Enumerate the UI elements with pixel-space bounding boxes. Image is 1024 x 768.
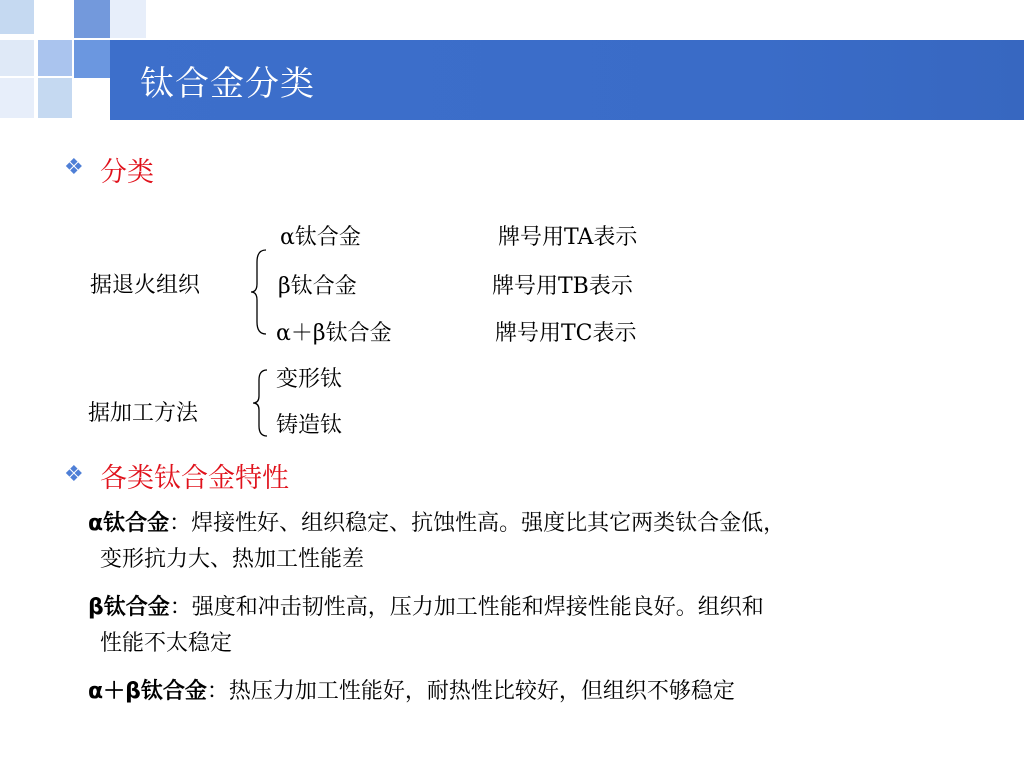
alloy-name-alpha: α钛合金: [280, 225, 361, 250]
processing-item-wrought: 变形钛: [276, 367, 343, 392]
page-title: 钛合金分类: [140, 64, 315, 104]
processing-item-cast: 铸造钛: [276, 413, 343, 438]
property-item-alpha: α钛合金：焊接性好、组织稳定、抗蚀性高。强度比其它两类钛合金低， 变形抗力大、热加工性能差: [88, 506, 1008, 578]
brace-icon: [250, 368, 272, 438]
brace-icon: [248, 248, 272, 336]
property-item-alpha-beta: α＋β钛合金：热压力加工性能好，耐热性比较好，但组织不够稳定: [88, 679, 735, 704]
annealing-label: 据退火组织: [90, 273, 201, 298]
property-term: α钛合金: [88, 511, 170, 536]
property-text-continued: 性能不太稳定: [100, 631, 233, 656]
property-item-beta: β钛合金：强度和冲击韧性高，压力加工性能和焊接性能良好。组织和 性能不太稳定: [88, 590, 1008, 662]
alloy-mark-alpha: 牌号用TA表示: [498, 225, 638, 250]
property-text-continued: 变形抗力大、热加工性能差: [100, 547, 365, 572]
decor-square: [74, 0, 110, 38]
alloy-mark-alpha-beta: 牌号用TC表示: [495, 321, 637, 346]
decor-square: [0, 78, 34, 118]
property-text: 焊接性好、组织稳定、抗蚀性高。强度比其它两类钛合金低，: [191, 511, 786, 536]
decor-square: [38, 40, 72, 76]
decor-square: [74, 40, 110, 78]
section-heading-properties: 各类钛合金特性: [100, 463, 289, 494]
processing-label: 据加工方法: [88, 401, 199, 426]
diamond-bullet-icon: ❖: [64, 462, 84, 487]
property-term: α＋β钛合金: [88, 679, 207, 704]
alloy-name-alpha-beta: α＋β钛合金: [276, 321, 392, 346]
alloy-name-beta: β钛合金: [278, 274, 357, 299]
section-heading-classification: 分类: [100, 157, 154, 188]
property-text: 强度和冲击韧性高，压力加工性能和焊接性能良好。组织和: [191, 595, 764, 620]
decor-square: [0, 40, 34, 76]
property-text: 热压力加工性能好，耐热性比较好，但组织不够稳定: [228, 679, 735, 704]
diamond-bullet-icon: ❖: [64, 155, 84, 180]
alloy-mark-beta: 牌号用TB表示: [492, 274, 633, 299]
decor-square: [0, 0, 34, 34]
decor-square: [110, 0, 146, 38]
decor-square: [38, 78, 72, 118]
property-term: β钛合金: [88, 595, 170, 620]
